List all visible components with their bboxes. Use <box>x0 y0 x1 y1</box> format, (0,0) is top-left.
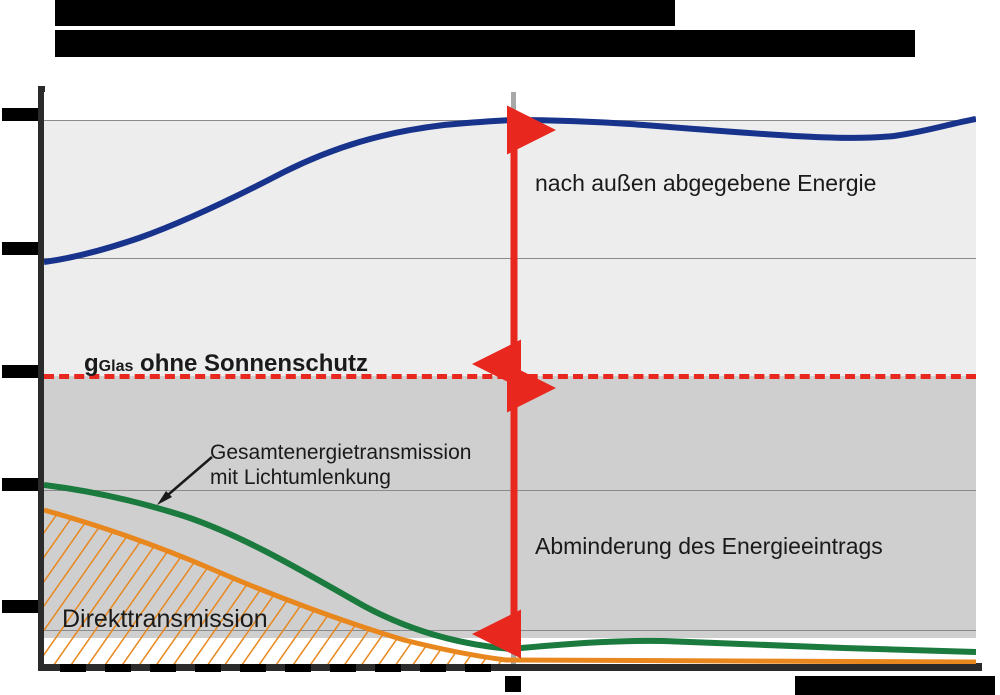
x-axis-tick <box>105 663 131 672</box>
y-axis-tick <box>2 478 38 491</box>
label-g-glass-prefix: g <box>84 350 99 377</box>
x-axis-tick <box>465 663 491 672</box>
label-total-transmission <box>210 440 471 490</box>
y-axis-tick <box>2 365 38 378</box>
callout-leader-line <box>162 457 212 500</box>
label-reduction: Abminderung des Energieeintrags <box>535 533 883 559</box>
x-axis-tick <box>375 663 401 672</box>
label-outward-energy: nach außen abgegebene Energie <box>535 170 877 196</box>
x-axis-tick <box>60 663 86 672</box>
redaction-block <box>55 0 675 26</box>
redaction-block <box>795 676 995 695</box>
redaction-block <box>55 30 915 57</box>
x-axis-tick <box>240 663 266 672</box>
y-axis-tick <box>2 108 38 121</box>
y-axis-tick <box>2 242 38 255</box>
x-axis-tick <box>330 663 356 672</box>
redaction-block <box>505 676 521 692</box>
label-g-glass <box>84 350 368 378</box>
label-direct-transmission: Direkttransmission <box>62 605 268 633</box>
label-g-glass-rest: ohne Sonnenschutz <box>133 350 369 377</box>
x-axis <box>38 663 982 671</box>
x-axis-tick <box>150 663 176 672</box>
plot-area <box>44 92 976 664</box>
label-total-transmission-line1: Gesamtenergietransmission <box>210 441 472 464</box>
label-g-glass-subscript: Glas <box>98 358 134 375</box>
x-axis-tick <box>285 663 311 672</box>
redacted-title-area <box>0 0 1000 70</box>
y-axis-tick <box>2 600 38 613</box>
label-total-transmission-line2: mit Lichtumlenkung <box>210 466 391 489</box>
x-axis-tick <box>195 663 221 672</box>
x-axis-tick <box>420 663 446 672</box>
